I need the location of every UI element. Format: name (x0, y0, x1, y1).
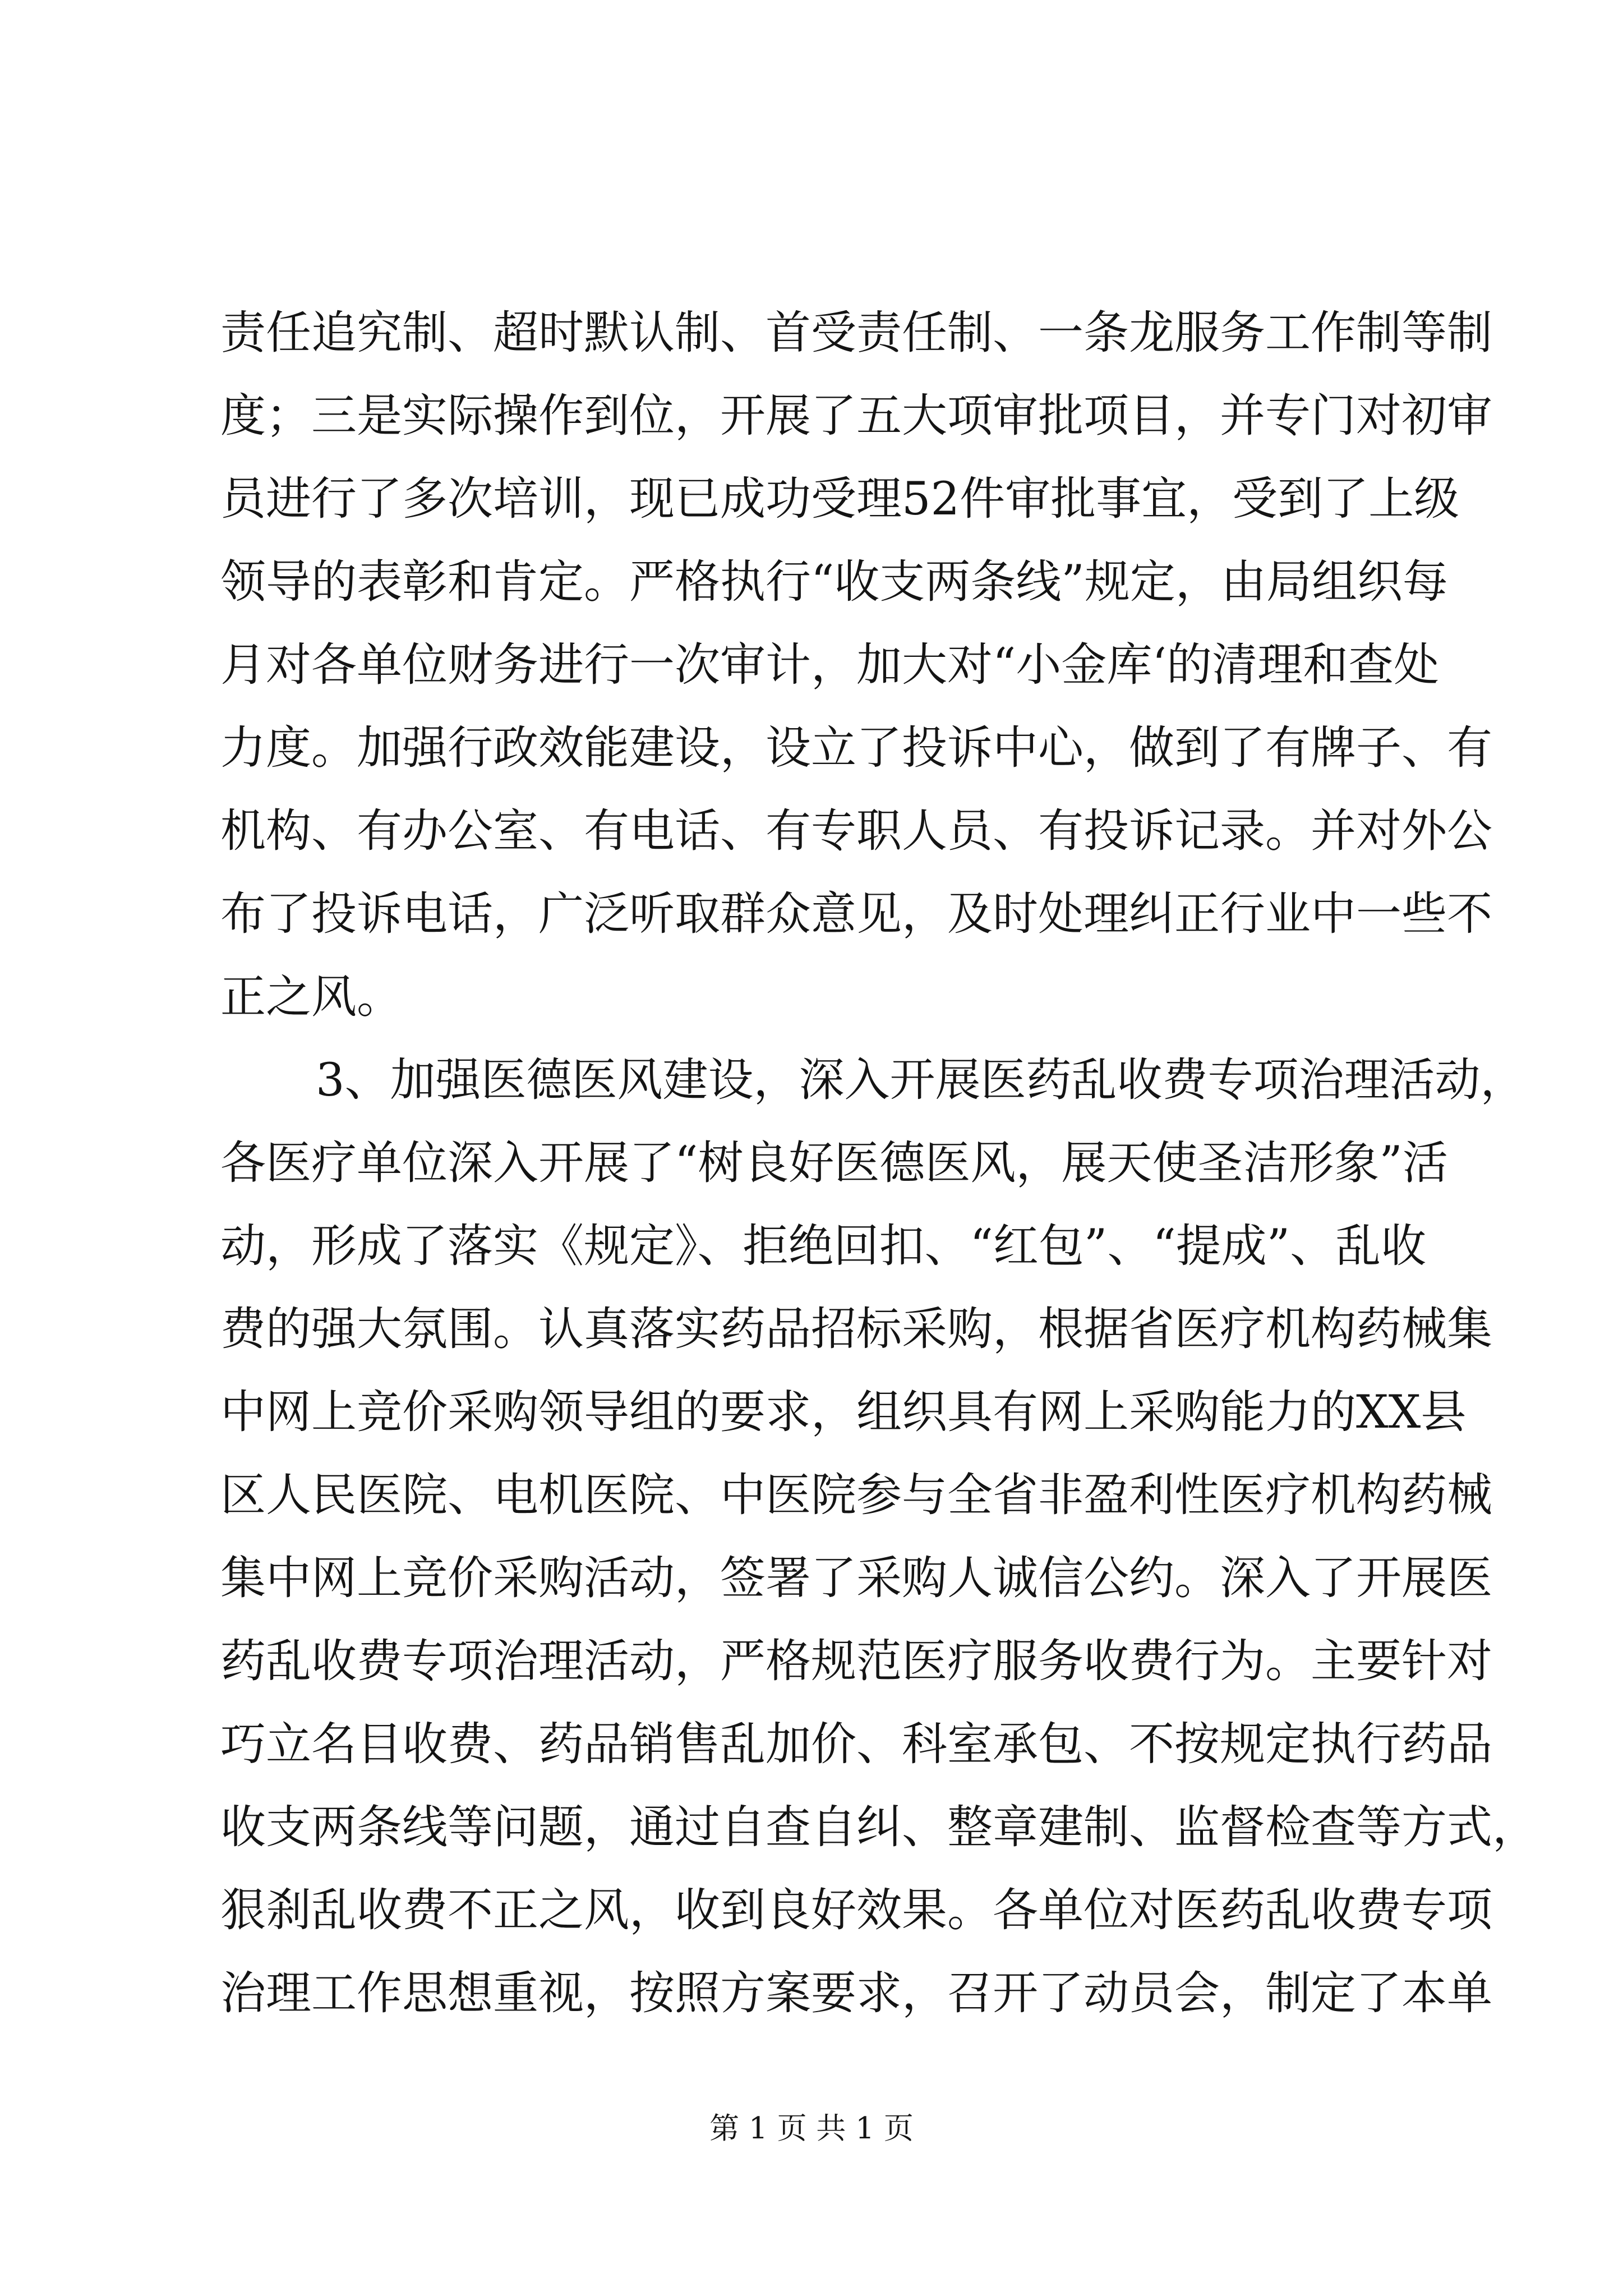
document-body (220, 292, 1538, 2035)
text-line: 正之风。 (220, 971, 403, 1024)
text-line: 巧立名目收费、药品销售乱加价、科室承包、不按规定执行药品 (220, 1718, 1493, 1771)
text-line: 领导的表彰和肯定。严格执行“收支两条线”规定，由局组织每 (220, 556, 1448, 609)
text-line: 中网上竞价采购领导组的要求，组织具有网上采购能力的XX县 (220, 1386, 1467, 1439)
text-line: 力度。加强行政效能建设，设立了投诉中心，做到了有牌子、有 (220, 722, 1493, 775)
page-number-footer: 第 1 页 共 1 页 (709, 2111, 914, 2146)
text-line: 责任追究制、超时默认制、首受责任制、一条龙服务工作制等制 (220, 307, 1493, 360)
text-line: 度；三是实际操作到位，开展了五大项审批项目，并专门对初审 (220, 390, 1493, 443)
text-line: 机构、有办公室、有电话、有专职人员、有投诉记录。并对外公 (220, 805, 1493, 858)
paragraph-first-line: 3、加强医德医风建设，深入开展医药乱收费专项治理活动， (316, 1054, 1526, 1107)
text-line: 区人民医院、电机医院、中医院参与全省非盈利性医疗机构药械 (220, 1469, 1493, 1522)
text-line: 布了投诉电话，广泛听取群众意见，及时处理纠正行业中一些不 (220, 888, 1493, 941)
text-line: 各医疗单位深入开展了“树良好医德医风，展天使圣洁形象”活 (220, 1137, 1448, 1190)
text-line: 动，形成了落实《规定》、拒绝回扣、“红包”、“提成”、乱收 (220, 1220, 1427, 1273)
text-line: 员进行了多次培训，现已成功受理52件审批事宜，受到了上级 (220, 473, 1460, 526)
text-line: 费的强大氛围。认真落实药品招标采购，根据省医疗机构药械集 (220, 1303, 1493, 1356)
text-line: 收支两条线等问题，通过自查自纠、整章建制、监督检查等方式， (220, 1801, 1538, 1854)
text-line: 狠刹乱收费不正之风，收到良好效果。各单位对医药乱收费专项 (220, 1884, 1493, 1937)
text-line: 月对各单位财务进行一次审计，加大对“小金库‘的清理和查处 (220, 639, 1440, 692)
text-line: 药乱收费专项治理活动，严格规范医疗服务收费行为。主要针对 (220, 1635, 1493, 1688)
text-line: 集中网上竞价采购活动，签署了采购人诚信公约。深入了开展医 (220, 1552, 1493, 1605)
text-line: 治理工作思想重视，按照方案要求，召开了动员会，制定了本单 (220, 1967, 1493, 2020)
